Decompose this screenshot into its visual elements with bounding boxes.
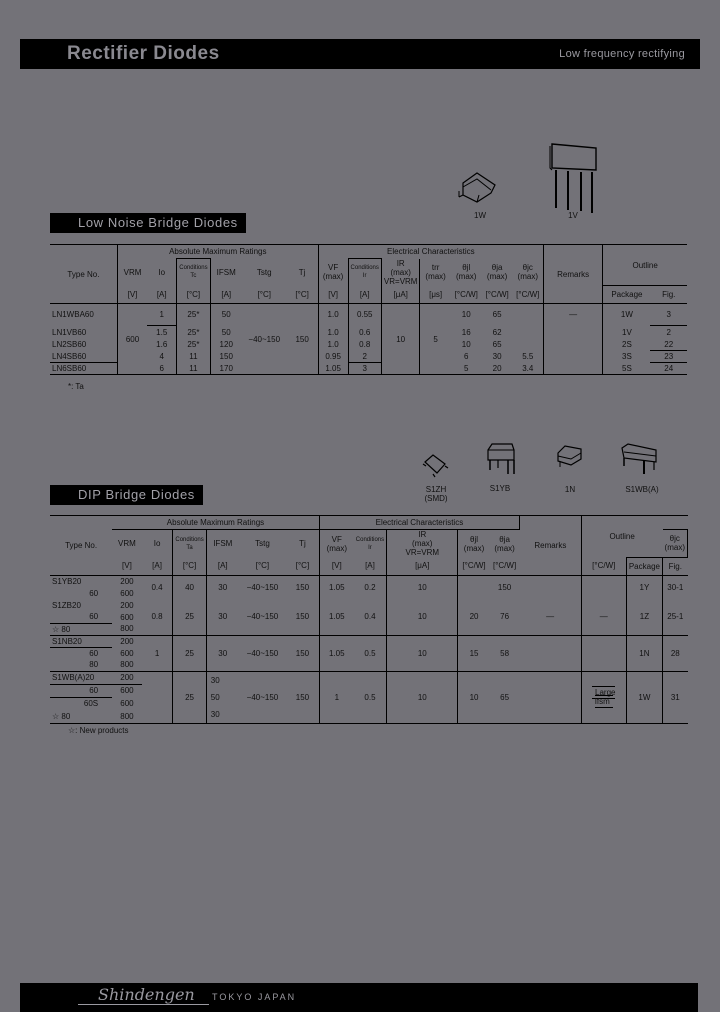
vf-value: 1.05 (319, 635, 353, 671)
thja-value: 65 (492, 340, 502, 349)
fig-value: 25-1 (667, 612, 684, 622)
trr-value: 5 (420, 304, 451, 375)
dip-bridge-table (50, 515, 688, 724)
thja-value: 58 (500, 648, 510, 658)
abs-max-ratings-header: Absolute Maximum Ratings (166, 518, 265, 527)
abs-max-ratings-header: Absolute Maximum Ratings (169, 247, 267, 256)
type-no: S1YB20 (52, 576, 82, 586)
package-value: 2S (622, 340, 632, 349)
type-no: S1NB20 (52, 636, 82, 646)
type-no: ☆ 80 (52, 711, 71, 721)
vf-value: 1.0 (318, 304, 348, 326)
thjl-value: 10 (458, 671, 490, 723)
unit: [°C/W] (492, 561, 517, 571)
vf-cond-value: 0.5 (364, 692, 376, 702)
ifsm-value: 30 (206, 599, 239, 635)
thjc-value (513, 339, 544, 351)
thjl-value: 20 (458, 599, 490, 635)
ifsm-values: 30 50 30 (206, 671, 239, 723)
unit: [°C/W] (581, 557, 626, 575)
package-label: 1V (568, 211, 578, 220)
package-value: 1Z (626, 599, 662, 635)
unit: [°C/W] (485, 289, 509, 299)
thjl-value: 6 (464, 352, 469, 361)
thja-value: 65 (500, 692, 510, 702)
tstg-value: −40~150 (246, 648, 279, 658)
package-value: 5S (622, 363, 632, 373)
type-no: 60 (89, 612, 99, 622)
vf-value: 1.05 (319, 599, 353, 635)
thjl-value: 15 (458, 635, 490, 671)
vrm-value: 200 (120, 600, 134, 610)
unit: [A] (210, 286, 242, 304)
ir-value: 10 (387, 599, 458, 635)
thja-value: 76 (500, 612, 510, 622)
thja-value: 65 (492, 310, 502, 320)
vf-value: 0.95 (318, 351, 348, 363)
unit: [μA] (381, 286, 420, 304)
type-no: 60 (89, 588, 99, 598)
col-tj: Tj (299, 539, 306, 548)
package-value: 1N (626, 635, 662, 671)
package-label: 1N (564, 485, 576, 494)
package-1v-icon (548, 140, 600, 215)
col-trr: trr (max) (420, 259, 451, 286)
tj-value: 150 (295, 612, 310, 622)
vrm-value: 600 (120, 612, 134, 622)
tc-value: 25* (177, 304, 210, 326)
tstg-value: −40~150 (246, 582, 279, 592)
vf-value: 1.0 (318, 339, 348, 351)
table-row (50, 304, 687, 326)
table-row (50, 575, 688, 587)
tc-value: 11 (177, 363, 210, 375)
unit: [A] (365, 561, 375, 571)
col-vrm: VRM (118, 539, 136, 548)
ifsm-value: 50 (210, 304, 242, 326)
col-vrm: VRM (123, 267, 142, 277)
ifsm-value: 30 (206, 575, 239, 599)
thjc-value (513, 326, 544, 339)
thjc-value (513, 304, 544, 326)
table-row (50, 671, 688, 684)
section-title-dip-bridge: DIP Bridge Diodes (50, 485, 203, 505)
col-remarks-header: Remarks (543, 245, 602, 304)
ta-value: 25 (173, 635, 206, 671)
col-fig-header: Fig. (663, 557, 688, 575)
elec-char-header: Electrical Characteristics (319, 516, 519, 530)
fig-value: 28 (670, 648, 680, 658)
col-tstg: Tstg (256, 267, 272, 277)
fig-value: 24 (650, 363, 687, 375)
io-value: 0.8 (151, 612, 163, 622)
io-value: 1.5 (147, 326, 177, 339)
unit: [°C] (257, 289, 271, 299)
vrm-value: 600 (120, 648, 134, 658)
vf-cond-value: 0.55 (348, 304, 381, 326)
thjl-value: 10 (461, 310, 471, 320)
col-ir: IR (max) VR=VRM (387, 530, 458, 558)
col-ifsm: IFSM (210, 259, 242, 286)
vf-cond-value: 2 (348, 351, 381, 363)
vrm-value: 800 (120, 660, 134, 670)
table-row (50, 599, 688, 611)
thja-value: 20 (492, 363, 502, 373)
type-no: LN1VB60 (50, 326, 117, 339)
unit: [V] (122, 561, 132, 571)
package-value: 1W (626, 671, 662, 723)
thjl-value (458, 575, 490, 599)
fig-value: 2 (650, 326, 687, 339)
ir-value: 10 (387, 575, 458, 599)
type-no: 60S (50, 697, 112, 710)
unit: [°C] (295, 289, 309, 299)
col-vfcond: Conditions Ir (354, 530, 387, 558)
tstg-value: −40~150 (248, 334, 281, 344)
vrm-value: 800 (120, 711, 134, 721)
unit: [°C/W] (458, 557, 490, 575)
type-no: LN6SB60 (50, 363, 117, 375)
unit: [A] (206, 557, 239, 575)
thjl-value: 5 (464, 363, 469, 373)
thjc-value (520, 635, 582, 671)
thjc-value: 3.4 (513, 363, 544, 375)
vf-cond-value: 0.5 (364, 648, 376, 658)
io-value: 1 (154, 648, 160, 658)
unit: [A] (348, 286, 381, 304)
type-no: ☆ 80 (50, 623, 112, 635)
type-no: 60 (50, 647, 112, 659)
col-thjc: θjc (max) (513, 259, 544, 286)
col-thjc: θjc (max) (663, 530, 688, 558)
vf-cond-value: 0.8 (348, 339, 381, 351)
page-title: Rectifier Diodes (67, 43, 220, 64)
col-vf: VF (max) (318, 259, 348, 286)
unit: [V] (127, 289, 138, 299)
vf-value: 1 (319, 671, 353, 723)
type-no: 80 (89, 660, 99, 670)
col-fig-header: Fig. (650, 286, 687, 304)
fig-value: 31 (670, 692, 680, 702)
unit: [°C] (173, 557, 206, 575)
vrm-value: 800 (120, 624, 134, 634)
vf-value: 1.05 (318, 363, 348, 375)
package-value: 3S (622, 352, 632, 361)
thja-value: 30 (492, 352, 502, 361)
col-thja: θja (max) (494, 534, 515, 553)
col-ir: IR (max) VR=VRM (381, 259, 420, 286)
col-thja: θja (max) (486, 263, 508, 281)
type-no: 60 (50, 684, 112, 697)
col-cond: Conditions Ta (173, 530, 206, 558)
tstg-value: −40~150 (246, 692, 279, 702)
package-s1zh-icon (420, 452, 450, 480)
vf-value: 1.0 (318, 326, 348, 339)
tstg-value: −40~150 (246, 612, 279, 622)
tj-value: 150 (295, 692, 310, 702)
brand-location: TOKYO JAPAN (212, 992, 297, 1002)
fig-value: 22 (664, 339, 674, 349)
package-value: 1W (620, 310, 633, 320)
package-label: S1ZH (SMD) (424, 485, 448, 503)
elec-char-header: Electrical Characteristics (318, 245, 543, 259)
col-tj: Tj (298, 267, 306, 277)
ifsm-value: 50 (210, 326, 242, 339)
remarks-value: Large Ifsm (581, 671, 626, 723)
tc-value: 11 (177, 351, 210, 363)
col-vf: VF (max) (319, 530, 353, 558)
fig-value: 30-1 (667, 582, 684, 592)
package-value: 1Y (626, 575, 662, 599)
unit: [μA] (387, 557, 458, 575)
ifsm-value: 120 (210, 339, 242, 351)
thjc-value (520, 671, 582, 723)
tc-value: 25* (177, 339, 210, 351)
ta-value: 25 (173, 599, 206, 635)
package-label: S1WB(A) (625, 485, 659, 494)
vrm-value: 200 (120, 576, 134, 586)
unit: [A] (152, 561, 162, 571)
thjc-value (520, 575, 582, 599)
io-value: 1.6 (156, 340, 168, 349)
vrm-value: 600 (120, 588, 134, 598)
table-row (50, 635, 688, 647)
package-s1wb-icon (620, 440, 660, 480)
low-noise-bridge-table (50, 244, 687, 375)
unit: [V] (319, 557, 353, 575)
col-type-header: Type No. (50, 245, 117, 304)
ir-value: 10 (387, 635, 458, 671)
io-value (142, 671, 173, 723)
package-label: S1YB (489, 484, 511, 493)
col-io: Io (158, 267, 166, 277)
fig-value: 23 (650, 351, 687, 363)
col-outline-header: Outline (632, 260, 658, 270)
type-no: S1ZB20 (52, 600, 81, 610)
unit: [°C] (295, 561, 310, 571)
package-label: 1W (474, 211, 486, 220)
unit: [°C/W] (454, 289, 478, 299)
package-s1yb-icon (484, 440, 518, 478)
unit: [°C] (177, 286, 210, 304)
io-value: 4 (159, 352, 164, 361)
col-remarks-header: Remarks (520, 516, 582, 576)
section-title-low-noise: Low Noise Bridge Diodes (50, 213, 246, 233)
package-1w-icon (455, 165, 500, 210)
col-cond: Conditions Tc (177, 259, 210, 286)
col-outline-header: Outline (609, 531, 635, 541)
col-package-header: Package (626, 557, 662, 575)
thja-value: 150 (497, 582, 512, 592)
type-no: LN2SB60 (50, 339, 117, 351)
unit: [V] (318, 286, 348, 304)
io-value: 6 (159, 363, 164, 373)
unit: [μs] (420, 286, 451, 304)
footnote-new-products: ☆: New products (68, 726, 129, 735)
ta-value: 25 (173, 671, 206, 723)
thjl-value: 10 (461, 340, 471, 349)
io-value: 0.4 (151, 582, 163, 592)
page-footer (20, 983, 698, 1012)
remarks-value (581, 575, 626, 599)
page-header (20, 39, 700, 69)
unit: [°C/W] (513, 286, 544, 304)
type-no: LN1WBA60 (50, 304, 117, 326)
vrm-value: 600 (120, 699, 134, 708)
unit: [°C] (255, 561, 270, 571)
type-no: LN4SB60 (50, 351, 117, 363)
ir-value: 10 (387, 671, 458, 723)
col-io: Io (153, 539, 161, 548)
vrm-value: 600 (112, 684, 142, 697)
vrm-value: 600 (125, 334, 140, 344)
col-package-header: Package (603, 286, 651, 304)
brand-logo: Shindengen (78, 985, 209, 1005)
thjc-value: 5.5 (513, 351, 544, 363)
col-thjl: θjl (max) (456, 263, 477, 281)
remarks-value: — (543, 304, 602, 326)
vf-value: 1.05 (319, 575, 353, 599)
ifsm-value: 170 (210, 363, 242, 375)
col-tstg: Tstg (255, 539, 270, 548)
ifsm-value: 150 (210, 351, 242, 363)
col-type-header: Type No. (65, 540, 98, 550)
footnote-ta: *: Ta (68, 382, 84, 391)
remarks-value: — (581, 599, 626, 635)
col-thjl: θjl (max) (458, 530, 490, 558)
vrm-value: 200 (120, 636, 134, 646)
type-no: S1WB(A)20 (52, 673, 95, 682)
vrm-value: 200 (120, 673, 134, 682)
ifsm-value: 30 (206, 635, 239, 671)
remarks-value (543, 326, 602, 375)
tc-value: 25* (177, 326, 210, 339)
ta-value: 40 (173, 575, 206, 599)
col-vfcond: Conditions Ir (348, 259, 381, 286)
package-value: 1V (622, 327, 632, 337)
thjl-value: 16 (461, 327, 471, 337)
tj-value: 150 (295, 582, 310, 592)
vf-cond-value: 0.6 (348, 326, 381, 339)
thja-value: 62 (492, 327, 502, 337)
col-ifsm: IFSM (206, 530, 239, 558)
package-1n-icon (555, 443, 585, 473)
thjc-value: — (520, 599, 582, 635)
tj-value: 150 (295, 648, 310, 658)
remarks-value (581, 635, 626, 671)
vf-cond-value: 3 (348, 363, 381, 375)
io-value: 1 (159, 310, 164, 319)
tj-value: 150 (295, 334, 309, 344)
page-subtitle: Low frequency rectifying (559, 48, 685, 60)
vf-cond-value: 0.2 (364, 582, 376, 592)
ir-value: 10 (381, 304, 420, 375)
fig-value: 3 (666, 310, 671, 319)
vf-cond-value: 0.4 (364, 612, 376, 622)
unit: [A] (156, 289, 167, 299)
